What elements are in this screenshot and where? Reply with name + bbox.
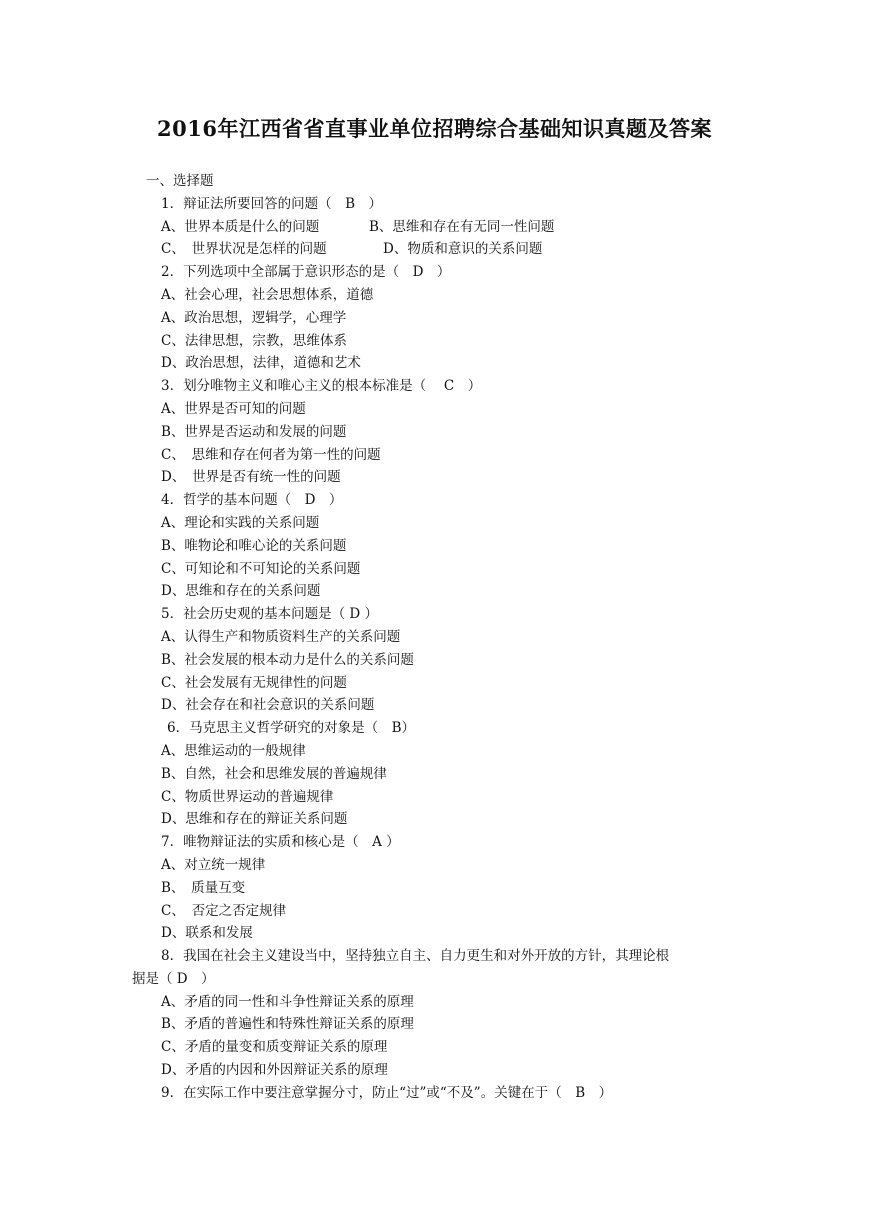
question-4-option-d: D、思维和存在的关系问题 [161, 583, 321, 600]
question-3-option-a: A、世界是否可知的问题 [161, 400, 306, 417]
question-1-option-a: A、世界本质是什么的问题 [161, 218, 320, 235]
question-1-option-c: C、 世界状况是怎样的问题 [161, 241, 327, 258]
question-2-option-2: A、政治思想，逻辑学，心理学 [161, 309, 347, 326]
question-7-option-c: C、 否定之否定规律 [161, 902, 287, 919]
question-5-option-b: B、社会发展的根本动力是什么的关系问题 [161, 651, 414, 668]
question-5-stem: 5．社会历史观的基本问题是（ D ） [161, 606, 378, 623]
question-7-stem: 7．唯物辩证法的实质和核心是（ A ） [161, 834, 400, 851]
question-4-stem: 4．哲学的基本问题（ D ） [161, 492, 343, 509]
question-5-option-a: A、认得生产和物质资料生产的关系问题 [161, 628, 401, 645]
question-8-option-d: D、矛盾的内因和外因辩证关系的原理 [161, 1062, 388, 1079]
question-8-option-c: C、矛盾的量变和质变辩证关系的原理 [161, 1039, 388, 1056]
question-7-option-a: A、对立统一规律 [161, 856, 266, 873]
question-5-option-d: D、社会存在和社会意识的关系问题 [161, 697, 375, 714]
question-3-option-d: D、 世界是否有统一性的问题 [161, 469, 341, 486]
question-2-option-1: A、社会心理，社会思想体系，道德 [161, 286, 374, 303]
question-6-option-b: B、自然，社会和思维发展的普遍规律 [161, 765, 387, 782]
question-1-options-row-1 [0, 216, 869, 239]
question-8-stem-line-2: 据是（ D ） [132, 970, 215, 987]
question-8-option-b: B、矛盾的普遍性和特殊性辩证关系的原理 [161, 1016, 414, 1033]
question-3-option-b: B、世界是否运动和发展的问题 [161, 423, 347, 440]
question-4-option-c: C、可知论和不可知论的关系问题 [161, 560, 361, 577]
question-1-options-row-2 [0, 238, 869, 261]
question-7-option-b: B、 质量互变 [161, 879, 246, 896]
question-1-option-b: B、思维和存在有无同一性问题 [369, 218, 555, 235]
question-7-option-d: D、联系和发展 [161, 925, 253, 942]
question-1-option-d: D、物质和意识的关系问题 [383, 241, 543, 258]
question-6-option-c: C、物质世界运动的普遍规律 [161, 788, 334, 805]
question-2-option-3: C、法律思想，宗教，思维体系 [161, 332, 347, 349]
question-6-option-a: A、思维运动的一般规律 [161, 742, 306, 759]
question-5-option-c: C、社会发展有无规律性的问题 [161, 674, 347, 691]
question-6-stem: 6．马克思主义哲学研究的对象是（ B） [167, 720, 416, 737]
question-8-stem-line-1: 8．我国在社会主义建设当中，坚持独立自主、自力更生和对外开放的方针，其理论根 [161, 948, 670, 965]
question-6-option-d: D、思维和存在的辩证关系问题 [161, 811, 348, 828]
question-1-stem: 1．辩证法所要回答的问题（ B ） [161, 195, 383, 212]
question-2-option-4: D、政治思想，法律，道德和艺术 [161, 355, 361, 372]
page-title: 2016年江西省省直事业单位招聘综合基础知识真题及答案 [157, 116, 712, 141]
question-8-option-a: A、矛盾的同一性和斗争性辩证关系的原理 [161, 993, 414, 1010]
question-3-option-c: C、 思维和存在何者为第一性的问题 [161, 446, 381, 463]
section-heading: 一、选择题 [146, 173, 214, 189]
question-2-stem: 2．下列选项中全部属于意识形态的是（ D ） [161, 264, 451, 281]
question-3-stem: 3．划分唯物主义和唯心主义的根本标准是（ C ） [161, 378, 482, 395]
question-9-stem: 9．在实际工作中要注意掌握分寸，防止“过”或“不及”。关键在于（ B ） [161, 1084, 613, 1101]
question-4-option-b: B、唯物论和唯心论的关系问题 [161, 537, 347, 554]
question-list [0, 170, 869, 1105]
question-4-option-a: A、理论和实践的关系问题 [161, 514, 320, 531]
